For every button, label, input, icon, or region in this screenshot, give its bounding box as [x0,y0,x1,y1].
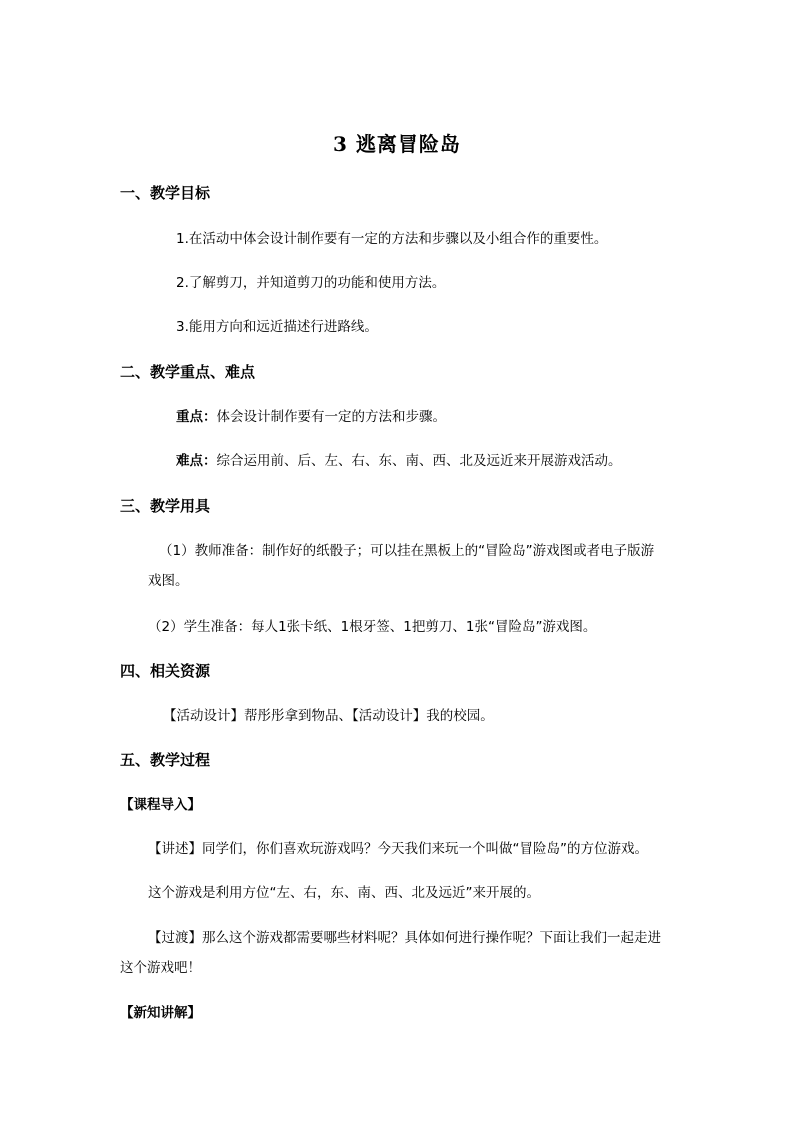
key-point-text: 体会设计制作要有一定的方法和步骤。 [216,409,446,425]
section-heading-tools: 三、教学用具 [120,497,211,515]
key-point-line [176,407,446,427]
section-heading-key-points: 二、教学重点、难点 [120,363,256,381]
student-prep-line: （2）学生准备：每人1张卡纸、1根牙签、1把剪刀、1张“冒险岛”游戏图。 [148,619,597,635]
difficulty-line [176,451,622,471]
difficulty-label: 难点： [176,453,217,469]
objective-item-3: 3.能用方向和远近描述行进路线。 [176,319,378,335]
teacher-prep-line-2: 戏图。 [148,573,189,589]
objective-item-2: 2.了解剪刀，并知道剪刀的功能和使用方法。 [176,275,446,291]
section-heading-process: 五、教学过程 [120,751,211,769]
section-heading-resources: 四、相关资源 [120,662,211,680]
lecture-text-2: 这个游戏是利用方位“左、右，东、南、西、北及远近”来开展的。 [148,885,540,901]
page-title: 3 逃离冒险岛 [333,132,461,156]
lecture-text: 【讲述】同学们，你们喜欢玩游戏吗？今天我们来玩一个叫做“冒险岛”的方位游戏。 [148,841,648,857]
resources-text: 【活动设计】帮彤彤拿到物品、【活动设计】我的校园。 [163,708,494,724]
teacher-prep-line-1: （1）教师准备：制作好的纸骰子；可以挂在黑板上的“冒险岛”游戏图或者电子版游 [159,543,655,559]
key-point-label: 重点： [176,409,217,425]
transition-line-2: 这个游戏吧！ [120,960,201,976]
objective-item-1: 1.在活动中体会设计制作要有一定的方法和步骤以及小组合作的重要性。 [176,231,608,247]
course-intro-heading: 【课程导入】 [120,797,201,813]
difficulty-text: 综合运用前、后、左、右、东、南、西、北及远近来开展游戏活动。 [216,453,622,469]
transition-line-1: 【过渡】那么这个游戏都需要哪些材料呢？具体如何进行操作呢？下面让我们一起走进 [148,930,661,946]
section-heading-objectives: 一、教学目标 [120,184,211,202]
new-knowledge-heading: 【新知讲解】 [120,1005,201,1021]
